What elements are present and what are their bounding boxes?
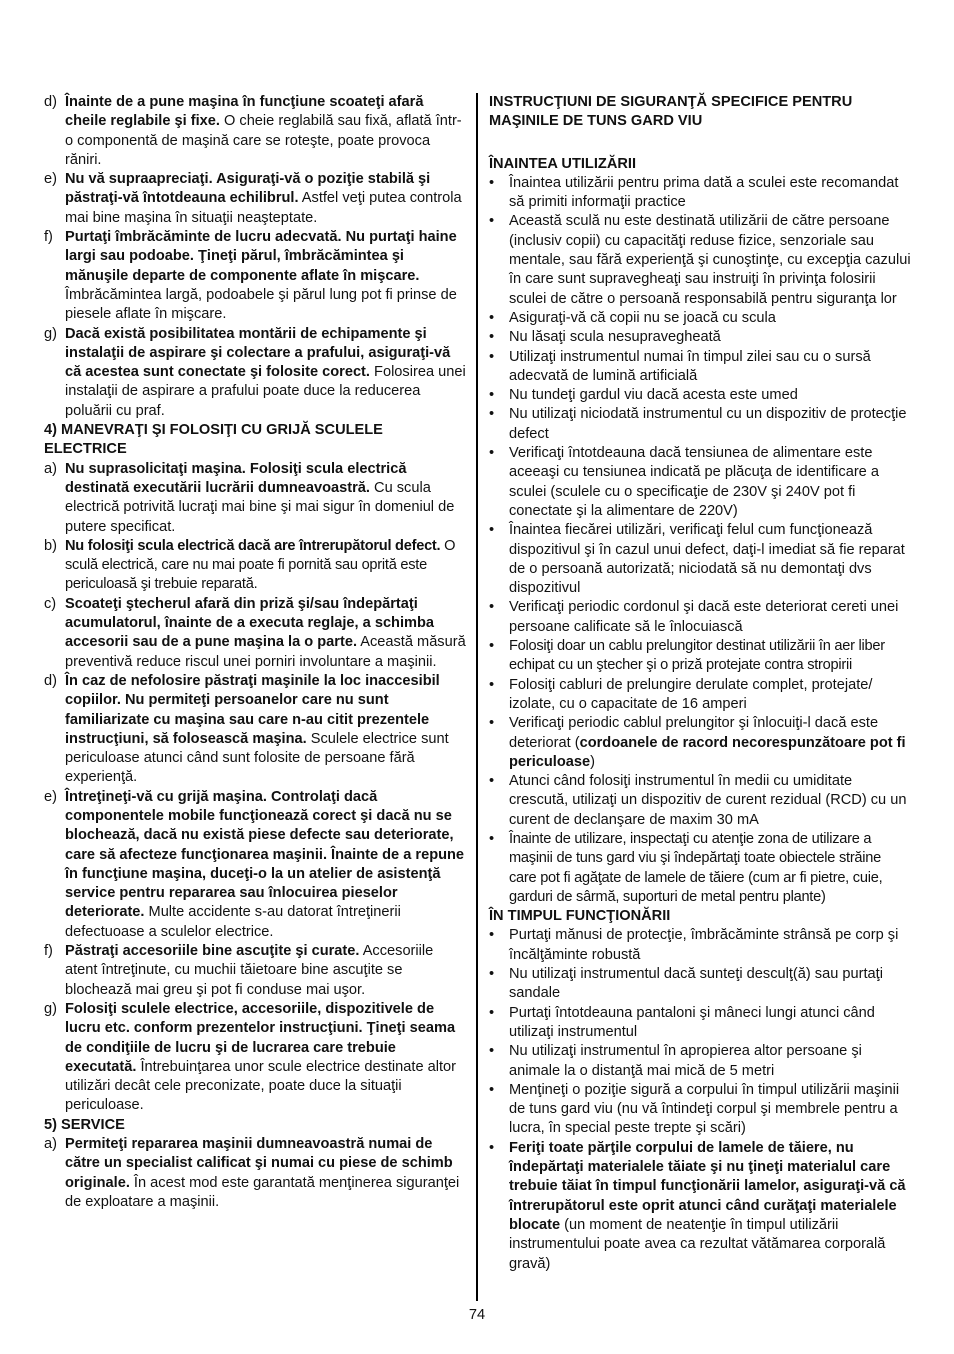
item-bold-text: Înainte de a pune maşina în funcţiune scoateţi afară cheile reglabile şi fixe. <box>65 94 424 130</box>
list-item <box>44 595 466 672</box>
bullet-icon: • <box>489 348 495 365</box>
item-bold-text: Dacă există posibilitatea montării de echipamente şi instalaţii de aspirare şi colectare a prafului, asiguraţi-vă că acestea sunt conectate şi folosite corect. <box>65 325 451 381</box>
item-label: g) <box>44 1000 57 1017</box>
item-bold-text: Feriţi toate părţile corpului de lamele de tăiere, nu îndepărtaţi materialele tăiate şi nu ţineţi materialul care trebuie tăiat în timpul funcţionării lamelor, asiguraţi-vă că întrerupătorul este oprit atunci când curăţaţi materialele blocate <box>509 1139 906 1233</box>
list-item <box>489 521 911 598</box>
list-item <box>44 788 466 942</box>
before-use-title: ÎNAINTEA UTILIZĂRII <box>489 155 637 172</box>
item-text: Multe accidente s-au datorat întreţinerii defectuoase a sculelor electrice. <box>65 904 401 940</box>
bullet-icon: • <box>489 715 495 732</box>
bullet-icon: • <box>489 1081 495 1098</box>
bullet-icon: • <box>489 1043 495 1060</box>
item-bold-text: Păstraţi accesoriile bine ascuţite şi curate. <box>65 943 360 960</box>
list-item <box>489 1139 911 1274</box>
item-text: O cheie reglabilă sau fixă, aflată într-o componentă de maşină care se roteşte, poate provoca răniri. <box>65 113 462 168</box>
item-label: f) <box>44 943 53 960</box>
list-item <box>489 1042 911 1081</box>
item-text: Atunci când folosiţi instrumentul în medii cu umiditate crescută, utilizaţi un dispozitiv de curent rezidual (RCD) cu un curent de declanşare de maxim 30 mA <box>509 773 907 828</box>
list-item <box>489 714 911 772</box>
list-item <box>489 309 911 328</box>
item-label: e) <box>44 788 57 805</box>
list-item <box>489 830 911 907</box>
item-text: În acest mod este garantată menţinerea siguranţei de exploatare a maşinii. <box>65 1174 460 1210</box>
list-item <box>44 460 466 537</box>
item-text: Îmbrăcămintea largă, podoabele şi părul lung pot fi prinse de piesele aflate în mişcare. <box>65 286 457 323</box>
bullet-icon: • <box>489 773 495 790</box>
item-text: Înaintea utilizării pentru prima dată a sculei este recomandat să primiti informaţii practice <box>509 174 899 211</box>
list-item <box>44 325 466 421</box>
bullet-icon: • <box>489 830 495 847</box>
before-use-list <box>489 174 911 907</box>
item-label: a) <box>44 1136 57 1153</box>
item-text: Folosiţi cabluri de prelungire derulate complet, protejate/ izolate, cu o capacitate de 16 amperi <box>509 676 873 712</box>
bullet-icon: • <box>489 406 495 423</box>
section-heading-5: 5) SERVICE <box>44 1116 125 1133</box>
list-item <box>489 965 911 1004</box>
item-bold-text: Purtaţi îmbrăcăminte de lucru adecvată. Nu purtaţi haine largi sau podoabe. Ţineţi părul, îmbrăcămintea şi mănuşile departe de componente aflate în mişcare. <box>65 229 457 284</box>
safety-heading: INSTRUCŢIUNI DE SIGURANŢĂ SPECIFICE PENTRU MAŞINILE DE TUNS GARD VIU <box>489 94 853 130</box>
item-text: Verificaţi periodic cablul prelungitor şi înlocuiţi-l dacă este deteriorat ( <box>509 715 879 751</box>
during-operation-title: ÎN TIMPUL FUNCŢIONĂRII <box>489 908 671 925</box>
item-text: Nu utilizaţi instrumentul în apropierea altor persoane şi animale la o distanţă mai mică de 5 metri <box>509 1043 862 1079</box>
item-label: f) <box>44 229 53 246</box>
list-item <box>44 672 466 788</box>
item-text: Purtaţi întotdeauna pantaloni şi mâneci lungi atunci când utilizaţi instrumentul <box>509 1004 875 1040</box>
item-text: Înaintea fiecărei utilizări, verificaţi felul cum funcţionează dispozitivul şi în cazul unui defect, daţi-l imediat să fie reparat de o persoană autorizată; niciodată să nu demontaţi dvs dispozitivul <box>509 522 905 597</box>
items-group-a <box>44 93 466 421</box>
item-label: g) <box>44 325 57 342</box>
bullet-icon: • <box>489 966 495 983</box>
list-item <box>44 537 466 595</box>
page-number: 74 <box>468 1307 486 1323</box>
list-item <box>489 348 911 387</box>
list-item <box>489 1004 911 1043</box>
bullet-icon: • <box>489 676 495 693</box>
item-text: Folosiţi doar un cablu prelungitor destinat utilizării în aer liber echipat cu un ştecher şi o priză protejate contra stropirii <box>509 638 885 674</box>
item-text: Accesoriile atent întreţinute, cu muchii tăietoare bine ascuţite se blochează mai greu şi pot fi conduse mai uşor. <box>65 943 434 998</box>
list-item <box>489 926 911 965</box>
list-item <box>489 174 911 213</box>
item-label: b) <box>44 537 57 554</box>
bullet-icon: • <box>489 599 495 616</box>
item-bold-text: Nu vă supraapreciaţi. Asiguraţi-vă o poziţie stabilă şi păstraţi-vă întotdeauna echilibrul. <box>65 171 431 207</box>
item-text: Nu utilizaţi instrumentul dacă sunteţi desculţ(ă) sau purtaţi sandale <box>509 966 883 1002</box>
item-bold-text: Folosiţi sculele electrice, accesoriile, dispozitivele de lucru etc. conform prezentelor instrucţiuni. Ţineţi seama de condiţiile de lucru şi de lucrarea care trebuie executată. <box>65 1000 456 1075</box>
item-bold-text: În caz de nefolosire păstraţi maşinile la loc inaccesibil copiilor. Nu permiteţi persoanelor care nu sunt familiarizate cu maşina sau care n-au citit prezentele instrucţiuni, să folosească maşina. <box>65 672 440 747</box>
item-bold-text: Nu suprasolicitaţi maşina. Folosiţi scula electrică destinată executării lucrării dumneavoastră. <box>65 460 407 496</box>
list-item <box>489 676 911 715</box>
item-text: (un moment de neatenţie în timpul utilizării instrumentului poate avea ca rezultat vătămarea corporală gravă) <box>509 1216 886 1272</box>
list-item <box>489 772 911 830</box>
item-text: Astfel veţi putea controla mai bine maşina în situaţii neaşteptate. <box>65 190 462 226</box>
column-divider <box>476 93 478 1301</box>
bullet-icon: • <box>489 309 495 326</box>
item-text: Nu lăsaţi scula nesupravegheată <box>509 329 721 346</box>
list-item <box>44 1135 466 1212</box>
item-text: Această sculă nu este destinată utilizării de către persoane (inclusiv copii) cu capacităţi reduse fizice, senzoriale sau mentale, sau fără experienţă şi cunoştinţe, cu excepţia cazului în care sunt supravegheaţi sau instruiţi în privinţa folosirii sculei de către o persoană responsabilă pentru siguranţa lor <box>509 213 911 307</box>
list-item <box>489 212 911 308</box>
bullet-icon: • <box>489 927 495 944</box>
item-bold-text: Nu folosiţi scula electrică dacă are întrerupătorul defect. <box>65 537 441 554</box>
bullet-icon: • <box>489 445 495 462</box>
section-heading-4: 4) MANEVRAŢI ŞI FOLOSIŢI CU GRIJĂ SCULELE ELECTRICE <box>44 422 383 458</box>
bullet-icon: • <box>489 1139 495 1156</box>
bullet-icon: • <box>489 174 495 191</box>
item-bold-text: cordoanele de racord necorespunzătoare pot fi periculoase <box>509 734 906 770</box>
item-text: Verificaţi periodic cordonul şi dacă este deteriorat cereti unei persoane calificate să le înlocuiască <box>509 599 899 635</box>
bullet-icon: • <box>489 1004 495 1021</box>
list-item <box>44 1000 466 1116</box>
item-text: Nu utilizaţi niciodată instrumentul cu un dispozitiv de protecţie defect <box>509 406 907 442</box>
item-label: e) <box>44 171 57 188</box>
list-item <box>489 405 911 444</box>
item-text: Această măsură preventivă reduce riscul unei porniri involuntare a maşinii. <box>65 634 466 670</box>
item-bold-text: Permiteţi repararea maşinii dumneavoastră numai de către un specialist calificat şi numai cu piese de schimb originale. <box>65 1136 453 1191</box>
list-item <box>489 386 911 405</box>
items-group-c <box>44 1135 466 1212</box>
item-text: Menţineţi o poziţie sigură a corpului în timpul utilizării maşinii de tuns gard viu (nu vă întindeţi corpul şi membrele pentru a lucra, în special peste trepte şi scări) <box>509 1081 900 1137</box>
item-text: Asiguraţi-vă că copii nu se joacă cu scula <box>509 309 776 326</box>
bullet-icon: • <box>489 522 495 539</box>
item-text: Înainte de utilizare, inspectaţi cu atenţie zona de utilizare a maşinii de tuns gard viu şi îndepărtaţi toate obiectele străine care pot fi agăţate de lamele de tăiere (cum ar fi pietre, cuie, garduri de sârmă, suporturi de metal pentru plante) <box>509 830 883 905</box>
list-item <box>44 942 466 1000</box>
item-label: d) <box>44 672 57 689</box>
item-text: Sculele electrice sunt periculoase atunci când sunt folosite de persoane fără experienţă. <box>65 730 449 786</box>
items-group-b <box>44 460 466 1116</box>
item-text: Utilizaţi instrumentul numai în timpul zilei sau cu o sursă adecvată de lumină artificială <box>509 348 871 384</box>
list-item <box>489 444 911 521</box>
right-column <box>489 93 911 1274</box>
list-item <box>44 170 466 228</box>
left-column <box>44 93 466 1212</box>
list-item <box>489 637 911 676</box>
item-label: c) <box>44 595 57 612</box>
list-item <box>489 328 911 347</box>
list-item <box>44 93 466 170</box>
during-operation-list <box>489 926 911 1273</box>
item-text: Verificaţi întotdeauna dacă tensiunea de alimentare este aceeaşi cu tensiunea indicată pe plăcuţa de identificare a sculei (sculele cu o specificaţie de 230V şi 240V pot fi conectate şi la alimentare de 220V) <box>509 445 879 519</box>
item-label: d) <box>44 94 57 110</box>
list-item <box>44 228 466 324</box>
bullet-icon: • <box>489 329 495 346</box>
bullet-icon: • <box>489 387 495 404</box>
item-label: a) <box>44 460 57 477</box>
item-text: Nu tundeţi gardul viu dacă acesta este umed <box>509 387 798 404</box>
item-bold-text: Întreţineţi-vă cu grijă maşina. Controlaţi dacă componentele mobile funcţionează corect şi dacă nu se blochează, dacă nu există piese defecte sau deteriorate, care să afecteze funcţionarea maşinii. Înainte de a repune în funcţiune maşina, duceţi-o la un atelier de asistenţă service pentru repararea sau înlocuirea pieselor deteriorate. <box>65 788 465 921</box>
item-text: Folosirea unei instalaţii de aspirare a prafului poate duce la reducerea poluării cu praf. <box>65 364 466 419</box>
bullet-icon: • <box>489 638 495 655</box>
item-text: Întrebuinţarea unor scule electrice destinate altor utilizări decât cele preconizate, poate duce la situaţii periculoase. <box>65 1058 457 1114</box>
list-item <box>489 1081 911 1139</box>
item-bold-text: Scoateţi ştecherul afară din priză şi/sau îndepărtaţi acumulatorul, înainte de a executa reglaje, a schimba accesorii sau de a pune maşina la o parte. <box>65 595 435 651</box>
item-text: Purtaţi mănusi de protecţie, îmbrăcăminte strânsă pe corp şi încălţăminte robustă <box>509 927 899 963</box>
item-text: O sculă electrică, care nu mai poate fi pornită sau oprită este periculoasă şi trebuie reparată. <box>65 537 456 593</box>
list-item <box>489 598 911 637</box>
item-text: ) <box>590 753 595 770</box>
bullet-icon: • <box>489 213 495 230</box>
item-text: Cu scula electrică potrivită lucraţi mai bine şi mai sigur în domeniul de putere specificat. <box>65 479 455 535</box>
